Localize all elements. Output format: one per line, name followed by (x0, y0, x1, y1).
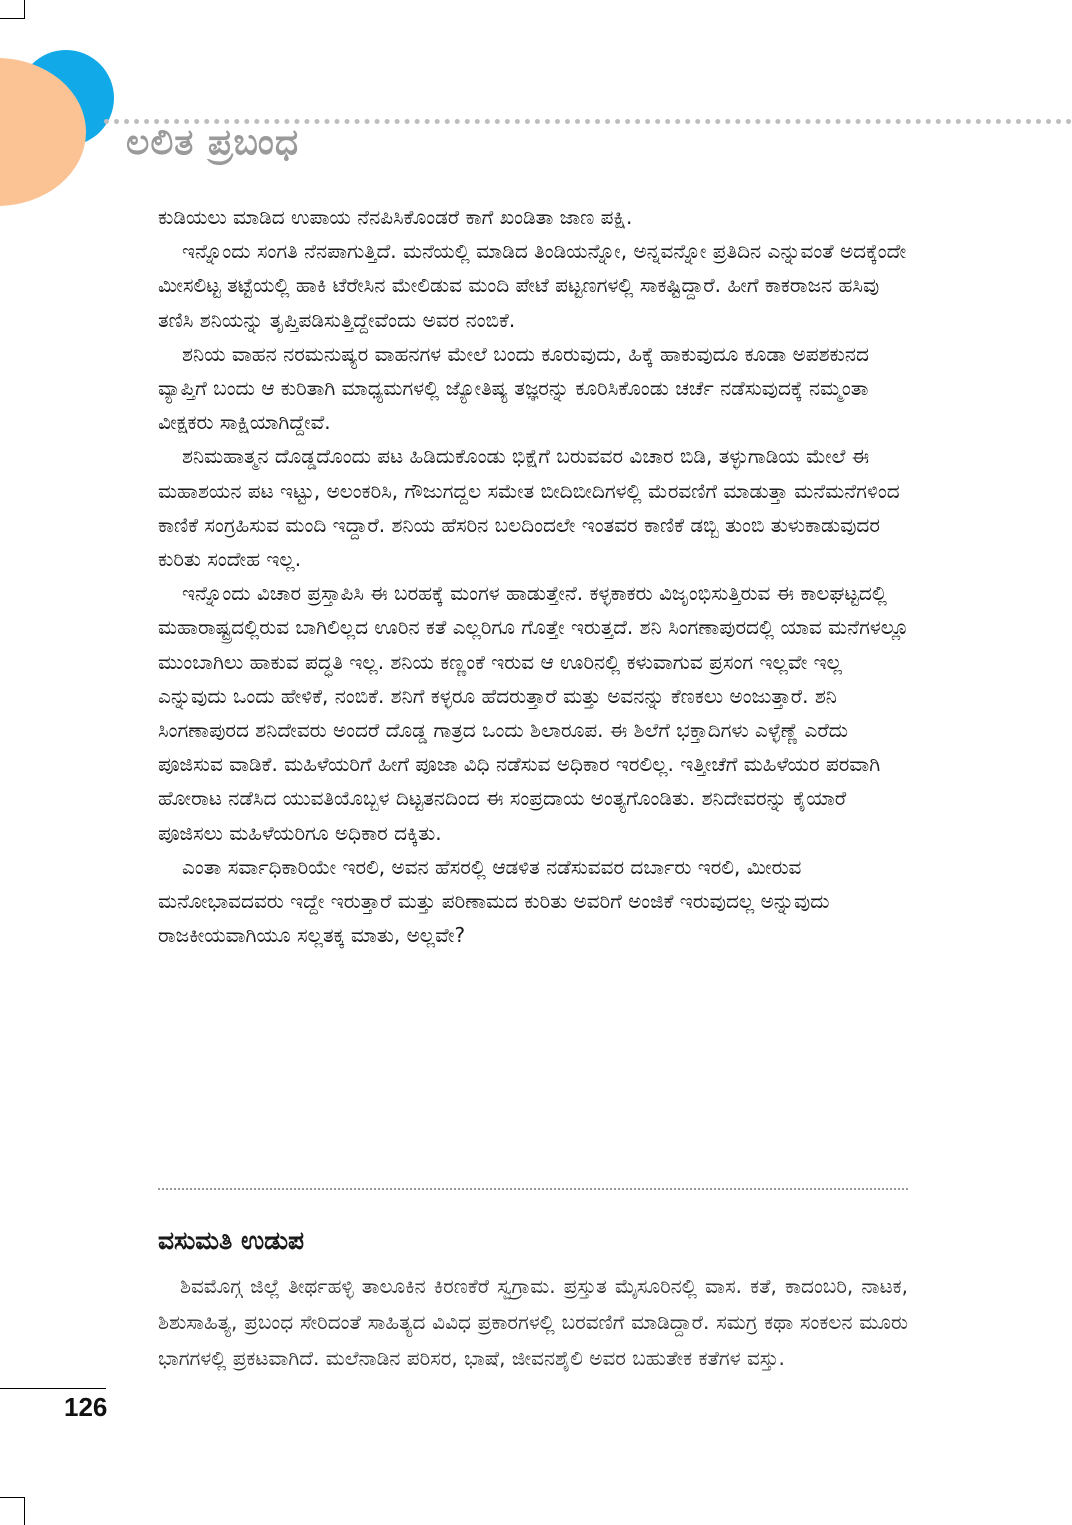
author-name: ವಸುಮತಿ ಉಡುಪ (158, 1226, 305, 1255)
author-bio: ಶಿವಮೊಗ್ಗ ಜಿಲ್ಲೆ ತೀರ್ಥಹಳ್ಳಿ ತಾಲೂಕಿನ ಕಿರಣಕೆರೆ ಸ್ವಗ್ರಾಮ. ಪ್ರಸ್ತುತ ಮೈಸೂರಿನಲ್ಲಿ ವಾಸ. ಕತೆ, ಕಾದಂಬರಿ, ನಾಟಕ, ಶಿಶುಸಾಹಿತ್ಯ, ಪ್ರಬಂಧ ಸೇರಿದಂತೆ ಸಾಹಿತ್ಯದ ವಿವಿಧ ಪ್ರಕಾರಗಳಲ್ಲಿ ಬರವಣಿಗೆ ಮಾಡಿದ್ದಾರೆ. ಸಮಗ್ರ ಕಥಾ ಸಂಕಲನ ಮೂರು ಭಾಗಗಳಲ್ಲಿ ಪ್ರಕಟವಾಗಿದೆ. ಮಲೆನಾಡಿನ ಪರಿಸರ, ಭಾಷೆ, ಜೀವನಶೈಲಿ ಅವರ ಬಹುತೇಕ ಕತೆಗಳ ವಸ್ತು. (158, 1274, 908, 1370)
section-title: ಲಲಿತ ಪ್ರಬಂಧ (126, 122, 300, 163)
paragraph: ಎಂತಾ ಸರ್ವಾಧಿಕಾರಿಯೇ ಇರಲಿ, ಅವನ ಹೆಸರಲ್ಲಿ ಆಡಳಿತ ನಡೆಸುವವರ ದರ್ಬಾರು ಇರಲಿ, ಮೀರುವ ಮನೋಭಾವದವರು ಇದ್ದೇ ಇರುತ್ತಾರೆ ಮತ್ತು ಪರಿಣಾಮದ ಕುರಿತು ಅವರಿಗೆ ಅಂಜಿಕೆ ಇರುವುದಲ್ಲ ಅನ್ನುವುದು ರಾಜಕೀಯವಾಗಿಯೂ ಸಲ್ಲತಕ್ಕ ಮಾತು, ಅಲ್ಲವೇ? (158, 854, 830, 948)
paragraph: ಶನಿಮಹಾತ್ಮನ ದೊಡ್ಡದೊಂದು ಪಟ ಹಿಡಿದುಕೊಂಡು ಭಿಕ್ಷೆಗೆ ಬರುವವರ ವಿಚಾರ ಬಿಡಿ, ತಳ್ಳುಗಾಡಿಯ ಮೇಲೆ ಈ ಮಹಾಶಯನ ಪಟ ಇಟ್ಟು, ಅಲಂಕರಿಸಿ, ಗೌಜುಗದ್ದಲ ಸಮೇತ ಬೀದಿಬೀದಿಗಳಲ್ಲಿ ಮೆರವಣಿಗೆ ಮಾಡುತ್ತಾ ಮನೆಮನೆಗಳಿಂದ ಕಾಣಿಕೆ ಸಂಗ್ರಹಿಸುವ ಮಂದಿ ಇದ್ದಾರೆ. ಶನಿಯ ಹೆಸರಿನ ಬಲದಿಂದಲೇ ಇಂತವರ ಕಾಣಿಕೆ ಡಬ್ಬಿ ತುಂಬಿ ತುಳುಕಾಡುವುದರ ಕುರಿತು ಸಂದೇಹ ಇಲ್ಲ. (158, 444, 900, 572)
paragraph: ಇನ್ನೊಂದು ಸಂಗತಿ ನೆನಪಾಗುತ್ತಿದೆ. ಮನೆಯಲ್ಲಿ ಮಾಡಿದ ತಿಂಡಿಯನ್ನೋ, ಅನ್ನವನ್ನೋ ಪ್ರತಿದಿನ ಎನ್ನುವಂತೆ ಅದಕ್ಕೆಂದೇ ಮೀಸಲಿಟ್ಟ ತಟ್ಟೆಯಲ್ಲಿ ಹಾಕಿ ಟೆರೇಸಿನ ಮೇಲಿಡುವ ಮಂದಿ ಪೇಟೆ ಪಟ್ಟಣಗಳಲ್ಲಿ ಸಾಕಷ್ಟಿದ್ದಾರೆ. ಹೀಗೆ ಕಾಕರಾಜನ ಹಸಿವು ತಣಿಸಿ ಶನಿಯನ್ನು ತೃಪ್ತಿಪಡಿಸುತ್ತಿದ್ದೇವೆಂದು ಅವರ ನಂಬಿಕೆ. (158, 239, 907, 332)
paragraph: ಶನಿಯ ವಾಹನ ನರಮನುಷ್ಯರ ವಾಹನಗಳ ಮೇಲೆ ಬಂದು ಕೂರುವುದು, ಹಿಕ್ಕೆ ಹಾಕುವುದೂ ಕೂಡಾ ಅಪಶಕುನದ ವ್ಯಾಪ್ತಿಗೆ ಬಂದು ಆ ಕುರಿತಾಗಿ ಮಾಧ್ಯಮಗಳಲ್ಲಿ ಜ್ಯೋತಿಷ್ಯ ತಜ್ಞರನ್ನು ಕೂರಿಸಿಕೊಂಡು ಚರ್ಚೆ ನಡೆಸುವುದಕ್ಕೆ ನಮ್ಮಂತಾ ವೀಕ್ಷಕರು ಸಾಕ್ಷಿಯಾಗಿದ್ದೇವೆ. (158, 341, 869, 435)
essay-body (158, 200, 913, 952)
page-number-rule (0, 1388, 106, 1389)
crop-mark-top-left-horizontal (0, 18, 25, 19)
crop-mark-bottom-left-vertical (24, 1497, 25, 1525)
crop-mark-top-left-vertical (24, 0, 25, 18)
page-number: 126 (64, 1392, 108, 1422)
paragraph: ಕುಡಿಯಲು ಮಾಡಿದ ಉಪಾಯ ನೆನಪಿಸಿಕೊಂಡರೆ ಕಾಗೆ ಖಂಡಿತಾ ಜಾಣ ಪಕ್ಷಿ. (158, 205, 633, 229)
section-divider (158, 1188, 908, 1190)
paragraph: ಇನ್ನೊಂದು ವಿಚಾರ ಪ್ರಸ್ತಾಪಿಸಿ ಈ ಬರಹಕ್ಕೆ ಮಂಗಳ ಹಾಡುತ್ತೇನೆ. ಕಳ್ಳಕಾಕರು ವಿಜೃಂಭಿಸುತ್ತಿರುವ ಈ ಕಾಲಘಟ್ಟದಲ್ಲಿ ಮಹಾರಾಷ್ಟ್ರದಲ್ಲಿರುವ ಬಾಗಿಲಿಲ್ಲದ ಊರಿನ ಕತೆ ಎಲ್ಲರಿಗೂ ಗೊತ್ತೇ ಇರುತ್ತದೆ. ಶನಿ ಸಿಂಗಣಾಪುರದಲ್ಲಿ ಯಾವ ಮನೆಗಳಲ್ಲೂ ಮುಂಬಾಗಿಲು ಹಾಕುವ ಪದ್ಧತಿ ಇಲ್ಲ. ಶನಿಯ ಕಣ್ಣಂಕೆ ಇರುವ ಆ ಊರಿನಲ್ಲಿ ಕಳುವಾಗುವ ಪ್ರಸಂಗ ಇಲ್ಲವೇ ಇಲ್ಲ ಎನ್ನುವುದು ಒಂದು ಹೇಳಿಕೆ, ನಂಬಿಕೆ. ಶನಿಗೆ ಕಳ್ಳರೂ ಹೆದರುತ್ತಾರೆ ಮತ್ತು ಅವನನ್ನು ಕೆಣಕಲು ಅಂಜುತ್ತಾರೆ. ಶನಿ ಸಿಂಗಣಾಪುರದ ಶನಿದೇವರು ಅಂದರೆ ದೊಡ್ಡ ಗಾತ್ರದ ಒಂದು ಶಿಲಾರೂಪ. ಈ ಶಿಲೆಗೆ ಭಕ್ತಾದಿಗಳು ಎಳ್ಳೆಣ್ಣೆ ಎರೆದು ಪೂಜಿಸುವ ವಾಡಿಕೆ. ಮಹಿಳೆಯರಿಗೆ ಹೀಗೆ ಪೂಜಾ ವಿಧಿ ನಡೆಸುವ ಅಧಿಕಾರ ಇರಲಿಲ್ಲ. ಇತ್ತೀಚೆಗೆ ಮಹಿಳೆಯರ ಪರವಾಗಿ ಹೋರಾಟ ನಡೆಸಿದ ಯುವತಿಯೊಬ್ಬಳ ದಿಟ್ಟತನದಿಂದ ಈ ಸಂಪ್ರದಾಯ ಅಂತ್ಯಗೊಂಡಿತು. ಶನಿದೇವರನ್ನು ಕೈಯಾರೆ ಪೂಜಿಸಲು ಮಹಿಳೆಯರಿಗೂ ಅಧಿಕಾರ ದಕ್ಕಿತು. (158, 581, 909, 845)
crop-mark-bottom-left-horizontal (0, 1497, 25, 1498)
